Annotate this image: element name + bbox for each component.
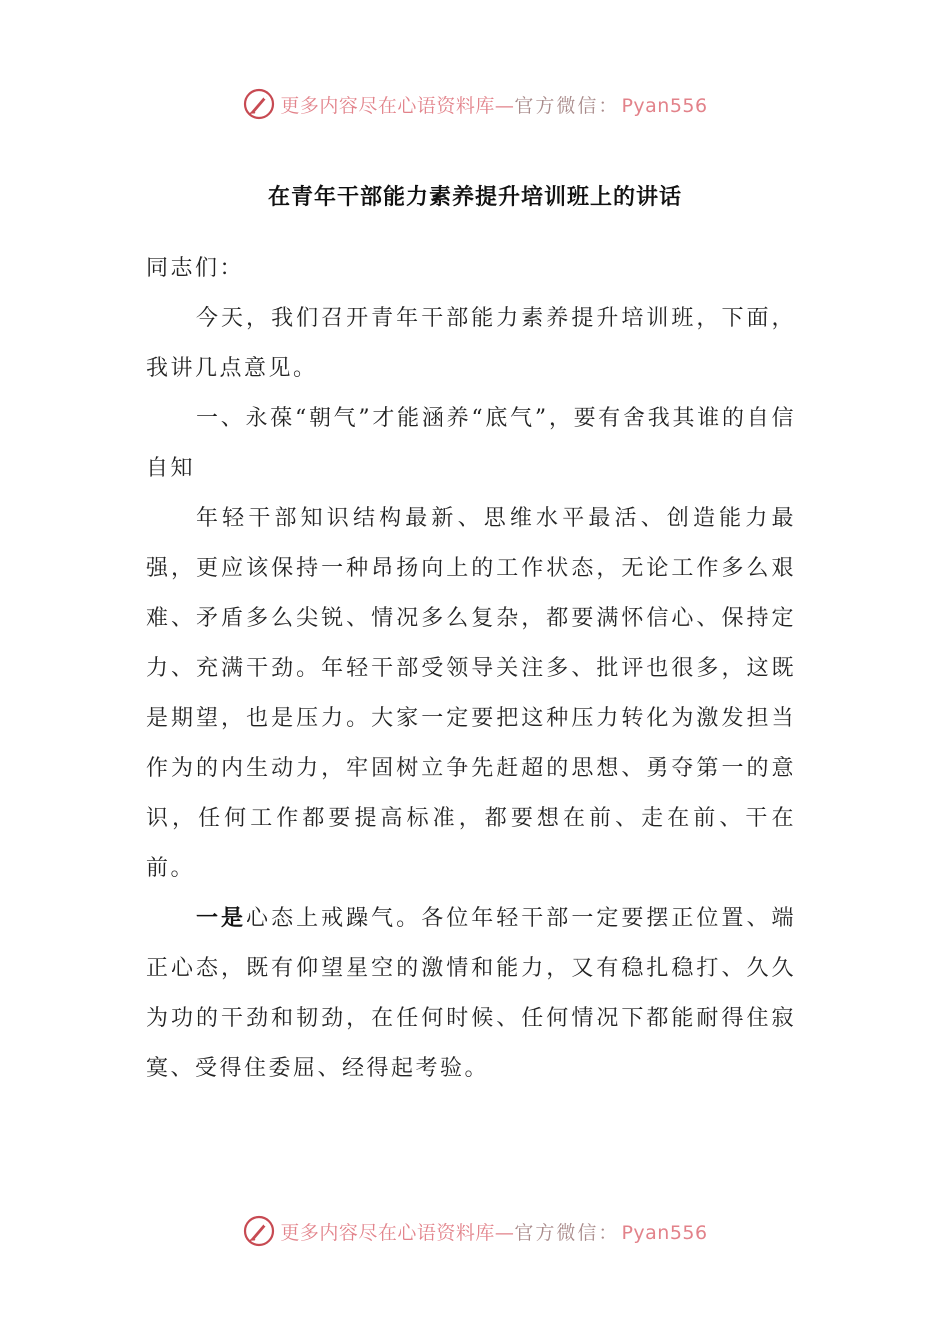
pen-nib-logo-icon: [242, 1214, 276, 1248]
header-watermark: [0, 84, 950, 124]
document-title: 在青年干部能力素养提升培训班上的讲话: [267, 185, 682, 210]
watermark-dash: —: [494, 94, 515, 117]
pen-nib-logo-icon: [242, 87, 276, 121]
watermark-label: 官方微信：: [514, 1221, 620, 1244]
salutation: 同志们：: [146, 256, 245, 281]
point-one-lead: 一是: [196, 906, 247, 931]
point-one-paragraph: [146, 894, 796, 1094]
watermark-text: [280, 91, 707, 118]
section-heading: 一、永葆“朝气”才能涵养“底气”，要有舍我其谁的自信自知: [146, 406, 796, 481]
watermark-dash: —: [494, 1221, 515, 1244]
point-one-text: 心态上戒躁气。各位年轻干部一定要摆正位置、端正心态，既有仰望星空的激情和能力，又有稳扎稳打、久久为功的干劲和韧劲，在任何时候、任何情况下都能耐得住寂寞、受得住委屈、经得起考验。: [146, 906, 796, 1081]
paragraph: 年轻干部知识结构最新、思维水平最活、创造能力最强，更应该保持一种昂扬向上的工作状态，无论工作多么艰难、矛盾多么尖锐、情况多么复杂，都要满怀信心、保持定力、充满干劲。年轻干部受领导关注多、批评也很多，这既是期望，也是压力。大家一定要把这种压力转化为激发担当作为的内生动力，牢固树立争先赶超的思想、勇夺第一的意识，任何工作都要提高标准，都要想在前、走在前、干在前。: [146, 506, 796, 881]
watermark-brand: 更多内容尽在心语资料库: [280, 1221, 495, 1244]
footer-watermark: [0, 1211, 950, 1251]
watermark-account: Pyan556: [621, 94, 708, 117]
watermark-label: 官方微信：: [514, 94, 620, 117]
watermark-account: Pyan556: [621, 1221, 708, 1244]
watermark-text: [280, 1218, 707, 1245]
watermark-brand: 更多内容尽在心语资料库: [280, 94, 495, 117]
document-body: [146, 244, 796, 1094]
paragraph: 今天，我们召开青年干部能力素养提升培训班，下面，我讲几点意见。: [146, 306, 796, 381]
